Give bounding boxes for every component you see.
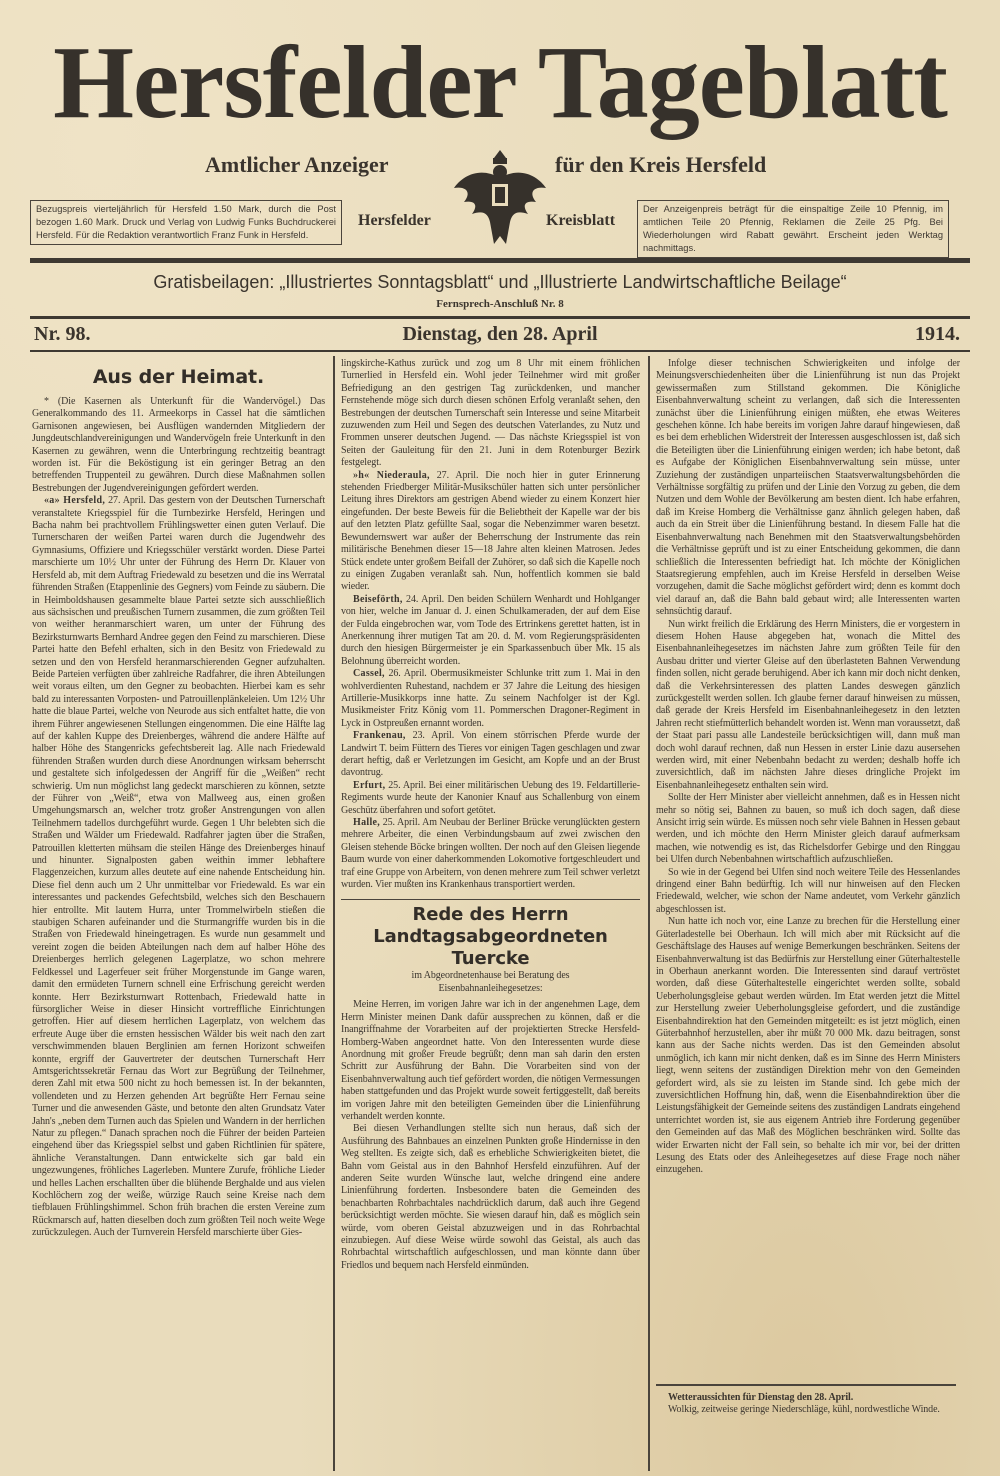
column-2 <box>341 358 640 1272</box>
article-paragraph: Bei diesen Verhandlungen stellte sich nun heraus, daß sich der Ausführung des Bahnbaues an einzelnen Punkten große Hindernisse in den Weg stellten. Es zeigte sich, daß es erhebliche Schwierigkeiten bietet, die Bahn vom Geistal aus in den Bahnhof Hersfeld einzuführen. Auf der anderen Seite wurden Wünsche laut, welche dringend eine andere Linienführung forderten. Insbesondere baten die Gemeinden des benachbarten Rohrbachtales nachdrücklich darum, daß auch ihre Gegend berücksichtigt werden möchte. Sie wiesen darauf hin, daß es möglich sein würde, vom oberen Geistal abzuzweigen und in das Rohrbachtal einzubiegen. Auf diese Weise würde sowohl das Geistal, als auch das Rohrbachtal wirtschaftlich aufgeschlossen, und man könnte dann über Friedlos und bequem nach Hersfeld einmünden. <box>341 1123 640 1271</box>
speech-subheading: im Abgeordnetenhause bei Beratung des Eisenbahnanleihegesetzes: <box>411 970 570 994</box>
article-paragraph: Sollte der Herr Minister aber vielleicht annehmen, daß es in Hessen nicht mehr so nötig sei, Bahnen zu bauen, so muß ich doch sagen, daß diese Ansicht irrig sein würde. Es müssen noch sehr viele Bahnen in Hessen gebaut werden, und ich möchte den Herrn Minister gleich darauf aufmerksam machen, wie notwendig es ist, das Richelsdorfer Gebirge und den Ringgau bei Ulfen durch Nebenbahnen wirtschaftlich aufzuschließen. <box>656 792 960 866</box>
emblem-right-text: Kreisblatt <box>546 212 616 229</box>
article-paragraph: Nun wirkt freilich die Erklärung des Herrn Ministers, die er vorgestern in diesem Hohen Hause abgegeben hat, wonach die Mittel des Eisenbahnanleihegesetzes im nächsten Jahre zum größten Teile für den Ausbau dritter und vierter Gleise auf den überlasteten Bahnen Verwendung finden sollen, nicht gerade beruhigend. Aber ich kann mir doch nicht denken, daß die Verkehrsinteressen des platten Landes deswegen gänzlich zurückgestellt werden sollen. Ich glaube ferner darauf hinweisen zu müssen, daß gerade der Kreis Hersfeld im Eisenbahnanleihegesetz in den letzten Jahren recht stiefmütterlich behandelt worden ist. Wenn man voraussetzt, daß der Staat pari passu alle Landesteile berücksichtigen will, dann muß man doch wohl darauf rechnen, daß nun Hessen in erster Linie dazu ausersehen werden wird, mit einer Nebenbahn bedacht zu werden; deshalb hoffe ich zuversichtlich, daß im nächsten Jahre dieses dringliche Projekt im Eisenbahnanleihegesetz enthalten sein wird. <box>656 618 960 791</box>
prussian-eagle-icon <box>450 148 550 248</box>
article-paragraph: «a» Hersfeld, 27. April. Das gestern von der Deutschen Turnerschaft veranstaltete Kriegsspiel für die Turnbezirke Hersfeld, Heringen und Bacha nahm bei prachtvollem Frühlingswetter einen guten Verlauf. Die Turnerscharen der weißen Partei waren durch die Jugendwehr des Gymnasiums, Offiziere und Kriegsschüler verstärkt worden. Diese Partei marschierte um 10½ Uhr unter der Führung des Herrn Dr. Klauer von Hersfeld ab, mit dem Auftrag Friedewald zu besetzen und die ins Werratal führenden Straßen (Etappenlinie des Gegners) vom Feinde zu säubern. Die in Heimboldshausen gesammelte blaue Partei setzte sich ausschließlich aus sächsischen und preußischen Turnern zusammen, die zum größten Teil von weither heranmarschiert waren, um unter der Führung des Bezirksturnwarts Bernhard Andree gegen den Feind zu marschieren. Diese Partei hatte den Befehl erhalten, sich in den Besitz von Friedewald zu setzen und den von Hersfeld heranmarschierenden Gegner aufzuhalten. Beide Parteien verfügten über zahlreiche Radfahrer, die ihren Abteilungen weit voraus eilten, um den Gegner zu beobachten. Hierbei kam es sehr bald zu interessanten Vorposten- und Patrouillenplänkeleien. Um 12½ Uhr hatte die blaue Partei, welche von Neurode aus sich entfaltet hatte, die von ihrem Führer angewiesenen Stellungen eingenommen. Die eine Hälfte lag auf der kahlen Kuppe des Dreienberges, während die andere Hälfte auf halber Höhe des Stangenricks gefechtsbereit lag. Alle nach Friedewald führenden Straßen wurden durch diese Anordnungen wirksam beherrscht und gestaltete sich infolgedessen der Angriff für die „Weißen“ recht schwierig. Um nun möglichst lang gedeckt marschieren zu können, setzte der Führer von „Weiß“, etwa von Mallweeg aus, einen großen Umgehungsmarsch an, welcher trotz großer Anstrengungen von allen Teilnehmern tadellos durchgeführt wurde. Gegen 1 Uhr belebten sich die Straßen und Wälder um Friedewald. Radfahrer jagten über die Straßen, Patrouillen kletterten mühsam die steilen Hänge des Dreienberges hinauf und hinunter. Signalposten gaben weithin immer lebhaftere Flaggenzeichen, kurzum alles deutete auf eine nahende Entscheidung hin. Diese fiel denn auch um 2 Uhr unmittelbar vor Friedewald. Es war ein interessantes und packendes Gefechtsbild, welches sich den Beschauern hier entrollte. Mit lautem Hurra, unter Trommelwirbeln stießen die staubigen Scharen aufeinander und die Sturmangriffe wurden bis in die Straßen von Friedewald hineingetragen. Es wurde nun gesammelt und vereint zogen die beiden Abteilungen nach dem auf halber Höhe des Dreienberges herrlich gelegenen Lagerplatze, wo schon mehrere Feldkessel und Lagerfeuer seit früher Morgenstunde im Gange waren, damit den ermüdeten Turnern schnell eine Erfrischung gereicht werden konnte. Herr Bezirksturnwart Rottenbach, Friedewald hatte in fürsorglicher Weise in dieser Hinsicht vortreffliche Einrichtungen getroffen. Hier auf diesem herrlichen Lagerplatz, von welchem das erfreute Auge über die ernsten hessischen Wälder bis weit nach den zart verschwimmenden blauen Berglinien am fernen Horizont schweifen konnte, ergriff der Gauvertreter der deutschen Turnerschaft Herr Amtsgerichtssekretär Fernau das Wort zur Begrüßung der Teilnehmer, deren Zahl mit etwa 500 nicht zu hoch bemessen ist. In der bekannten, vollendeten und zu Herzen gehenden Art begrüßte Herr Fernau seine Turner und die anwesenden Gäste, und betonte den alten Grundsatz Vater Jahn's „neben dem Turnen auch das Spielen und Wandern in der herrlichen Natur zu pflegen.“ Danach sprachen noch die Führer der beiden Parteien eingehend über das Kriegsspiel selbst und gaben Richtlinien für spätere, ähnliche Veranstaltungen. Dann entwickelte sich gar bald ein ungezwungenes, fröhliches Lagerleben. Muntere Zurufe, fröhliche Lieder und helles Lachen erschallten über die blühende Berghalde und aus vielen Kochlöchern zog der weiße, würzige Rauch seine Kreise nach dem tiefblauen Frühlingshimmel. Schon früh brachen die ersten Vereine zum Rückmarsch auf, hatten dieselben doch zum größten Teil noch weite Wege zurückzulegen. Auch der Turnverein Hersfeld marschierte über Gies- <box>32 495 325 1239</box>
phone-number: Fernsprech-Anschluß Nr. 8 <box>436 298 564 310</box>
article-paragraph: Cassel, 26. April. Obermusikmeister Schlunke tritt zum 1. Mai in den wohlverdienten Ruhestand, nachdem er 37 Jahre die Leitung des hiesigen Artillerie-Musikkorps inne hatte. Zu seinem Nachfolger ist der Kgl. Musikmeister Fritz König vom 11. Pommerschen Dragoner-Regiment in Lyck in Ostpreußen ernannt worden. <box>341 668 640 729</box>
supplements-line: Gratisbeilagen: „Illustriertes Sonntagsblatt“ und „Illustrierte Landwirtschaftliche Beilage“ <box>153 272 847 292</box>
subscription-info-box: Bezugspreis vierteljährlich für Hersfeld 1.50 Mark, durch die Post bezogen 1.60 Mark. Druck und Verlag von Ludwig Funks Buchdruckerei Hersfeld. Für die Redaktion verantwortlich Franz Funk in Hersfeld. <box>30 200 342 245</box>
article-paragraph: * (Die Kasernen als Unterkunft für die Wandervögel.) Das Generalkommando des 11. Armeekorps in Cassel hat die sämtlichen Garnisonen angewiesen, bei Ausflügen wandernden Mitgliedern der Jungdeutschlandvereinigungen und Wandervögeln freie Unterkunft in den Kasernen zu gewähren, wenn die Unterbringung rechtzeitig beantragt worden ist. Für die Beköstigung ist ein geringer Betrag an den betreffenden Truppenteil zu gewähren. Durch diese Maßnahmen sollen Bestrebungen der Jugendvereinigungen gefördert werden. <box>32 396 325 494</box>
article-paragraph: Halle, 25. April. Am Neubau der Berliner Brücke verunglückten gestern mehrere Arbeiter, die einen Verbindungsbaum auf zwei zwischen den Gleisen stehende Böcke bringen wollten. Der noch auf den Gleisen liegende Baum wurde von einer daherkommenden Lokomotive fortgeschleudert und traf eine Gruppe von Arbeitern, von denen mehrere zum Teil schwer verletzt wurden. Vier mußten ins Krankenhaus transportiert werden. <box>341 817 640 891</box>
divider <box>656 1384 956 1386</box>
article-paragraph: Beiseförth, 24. April. Den beiden Schülern Wenhardt und Hohlganger von hier, welche im Januar d. J. einen Schulkameraden, der auf dem Eise der Fulda eingebrochen war, vom Tode des Ertrinkens gerettet hatten, ist in Anerkennung ihrer mutigen Tat am 20. d. M. vom Regierungspräsidenten durch den hiesigen Bürgermeister je ein Sparkassenbuch über Mk. 15 als Belohnung überreicht worden. <box>341 593 640 667</box>
column-3 <box>656 358 960 1177</box>
section-heading: Aus der Heimat. <box>92 366 265 388</box>
article-paragraph: »h« Niederaula, 27. April. Die noch hier in guter Erinnerung stehenden Friedberger Militär-Musikschüler hatten sich unter persönlicher Leitung ihres Direktors am gestrigen Abend wieder zu einem Konzert hier eingefunden. Der beste Beweis für die Beliebtheit der Kapelle war der bis auf den letzten Platz gefüllte Saal, sogar die Nebenzimmer waren besetzt. Bewundernswert war außer der Beherrschung der Instrumente das rein militärische Benehmen dieser 15—18 Jahre alten kleinen Matrosen. Jedes Stück endete unter großem Beifall der Zuhörer, so daß sich die Kapelle noch zu einigen Zugaben veranlaßt sah. Nun, hoffentlich kommen sie bald wieder. <box>341 469 640 593</box>
speech-heading: Rede des Herrn Landtagsabgeordneten Tuercke <box>373 904 608 970</box>
column-rule <box>333 356 335 1471</box>
article-paragraph: Erfurt, 25. April. Bei einer militärischen Uebung des 19. Feldartillerie-Regiments wurde heute der Kanonier Knauf aus Schallenburg von einem Geschütz überfahren und sofort getötet. <box>341 779 640 816</box>
divider <box>30 350 970 352</box>
article-paragraph: Meine Herren, im vorigen Jahre war ich in der angenehmen Lage, dem Herrn Minister meinen Dank dafür aussprechen zu können, daß er die Inangriffnahme der Vorarbeiten auf der projektierten Strecke Hersfeld-Homberg-Waben angeordnet hatte. Von den Interessenten wurde diese Anordnung mit großer Freude begrüßt; denn man sah darin den ersten Schritt zur Ausführung der Bahn. Die Vorarbeiten sind von der Eisenbahnverwaltung auch tief gefördert worden, die nötigen Vermessungen haben stattgefunden und das Projekt wurde soweit fertiggestellt, daß bereits im vorigen Jahre mit den beteiligten Gemeinden über die Linienführung verhandelt werden konnte. <box>341 999 640 1122</box>
article-paragraph: lingskirche-Kathus zurück und zog um 8 Uhr mit einem fröhlichen Turnerlied in Hersfeld ein. Wohl jeder Teilnehmer wird mit großer Befriedigung an den gestrigen Tag zurückdenken, und mancher Fernstehende möge sich durch diesen schönen Erfolg veranlaßt sehen, den Bestrebungen der deutschen Turnerschaft sein Interesse und seine Mitarbeit zuzuwenden zum Heil und Segen des deutschen Vaterlandes, zu Nutz und Frommen unserer deutschen Jugend. — Das nächste Kriegsspiel ist von Seiten der Gauleitung für den 21. Juni in dem Rotenburger Bezirk festgelegt. <box>341 358 640 469</box>
article-paragraph: Frankenau, 23. April. Von einem störrischen Pferde wurde der Landwirt T. beim Füttern des Tieres vor einigen Tagen geschlagen und zwar derart heftig, daß er Verletzungen im Gesicht, am Kopfe und an der Brust davontrug. <box>341 730 640 779</box>
subtitle-left: Amtlicher Anzeiger <box>205 152 389 177</box>
emblem-left-text: Hersfelder <box>358 212 431 229</box>
subtitle-right: für den Kreis Hersfeld <box>555 152 767 177</box>
column-1 <box>32 360 325 1240</box>
article-paragraph: Nun hatte ich noch vor, eine Lanze zu brechen für die Herstellung einer Güterladestelle bei Oberhaun. Ich will mich aber mit Rücksicht auf die Geschäftslage des Hauses auf wenige Bemerkungen beschränken. Seitens der Eisenbahnverwaltung ist das Bedürfnis zur Herstellung einer Güterhaltestelle in Oberhaun anerkannt worden. Die Interessenten sind darauf vertröstet worden, daß diese Güterhaltestelle eingerichtet werden sollte, sobald Ueberholungsgleise gebaut werden würden. Im Etat werden jetzt die Mittel zur Herstellung zweier Ueberholungsgleise gefordert, und die zuständige Eisenbahndirektion hat den Gemeinden mitgeteilt: es ist jetzt möglich, einen Güterbahnhof herzustellen, aber ihr müßt 70 000 Mk. dazu beitragen, sonst kann aus der Sache nichts werden. Das ist den Gemeinden absolut unmöglich, ich kann mir nicht denken, daß es im Sinne des Herrn Ministers liegt, wenn seitens der zuständigen Direktion mehr von den Gemeinden gefordert wird, als sie zu leisten im Stande sind. Ich gebe mich der zuversichtlichen Hoffnung hin, daß, wenn die Eisenbahndirektion über die Leistungsfähigkeit der Gemeinde seitens des zuständigen Landrats eingehend unterrichtet worden ist, sie aus eigenem Antrieb ihre Forderung gegenüber den Gemeinden auf das Maß des Möglichen beschränken wird. Sollte das wider Erwarten nicht der Fall sein, so behalte ich mir vor, bei der dritten Lesung des Etats oder des Anleihegesetzes auf diese Frage noch näher einzugehen. <box>656 916 960 1176</box>
divider <box>30 316 970 319</box>
weather-forecast <box>656 1392 956 1417</box>
weather-title: Wetteraussichten für Dienstag den 28. April. <box>668 1392 854 1403</box>
issue-year: 1914. <box>915 323 960 345</box>
advertising-info-box: Der Anzeigenpreis beträgt für die einspaltige Zeile 10 Pfennig, im amtlichen Teile 20 Pfennig, Reklamen die Zeile 25 Pfg. Bei Wiederholungen wird Rabatt gewährt. Erscheint jeden Werktag nachmittags. <box>637 200 949 258</box>
column-rule <box>648 356 650 1471</box>
article-paragraph: Infolge dieser technischen Schwierigkeiten und infolge der Meinungsverschiedenheiten über die Linienführung ist nun das Projekt gewissermaßen zum Stillstand gekommen. Die Königliche Eisenbahnverwaltung scheint zu verlangen, daß sich die Interessenten zunächst über die Linienführung einigen müßten, ehe etwas Weiteres geschehen könne. Ich habe bereits im vorigen Jahre darauf hingewiesen, daß es bei dem erheblichen Widerstreit der Interessen ausgeschlossen ist, daß sich die Beteiligten über die Linienführung einigen werden; ich habe betont, daß es Aufgabe der Königlichen Eisenbahnverwaltung sein müsse, unter Zuziehung der zuständigen unparteiischen Staatsverwaltungsbehörden die Verhältnisse sorgfältig zu prüfen und der Linie den Vorzug zu geben, die dem Nutzen und dem Wohle der Bevölkerung am besten dient. Ich habe erfahren, daß im Kreise Homberg die Verhältnisse ganz ähnlich gelegen haben, daß auch da ein Streit über die Linienführung bestand. In diesem Falle hat die Eisenbahnverwaltung nach Benehmen mit den Staatsverwaltungsbehörden die Verhältnisse geprüft und ist zu einer Entscheidung gekommen, die dann schließlich die Interessenten befriedigt hat. Ich möchte der Königlichen Staatsregierung empfehlen, auch im Kreise Hersfeld in derselben Weise vorzugehen, damit die Sache möglichst gefördert wird; denn es kommt doch viel darauf an, daß die Bahn bald gebaut wird; alle Interessenten warten sehnsüchtig darauf. <box>656 358 960 618</box>
masthead-title: Hersfelder Tageblatt <box>53 25 947 140</box>
issue-number: Nr. 98. <box>34 323 91 345</box>
divider <box>341 899 640 900</box>
weather-text: Wolkig, zeitweise geringe Niederschläge, kühl, nordwestliche Winde. <box>668 1404 940 1416</box>
issue-date: Dienstag, den 28. April <box>402 323 598 345</box>
divider <box>30 258 970 263</box>
article-paragraph: So wie in der Gegend bei Ulfen sind noch weitere Teile des Hessenlandes dringend einer Bahn bedürftig. Ich will nur hinweisen auf den Flecken Friedewald, welcher, wie schon der Name andeutet, vom Verkehr gänzlich abgeschlossen ist. <box>656 866 960 915</box>
